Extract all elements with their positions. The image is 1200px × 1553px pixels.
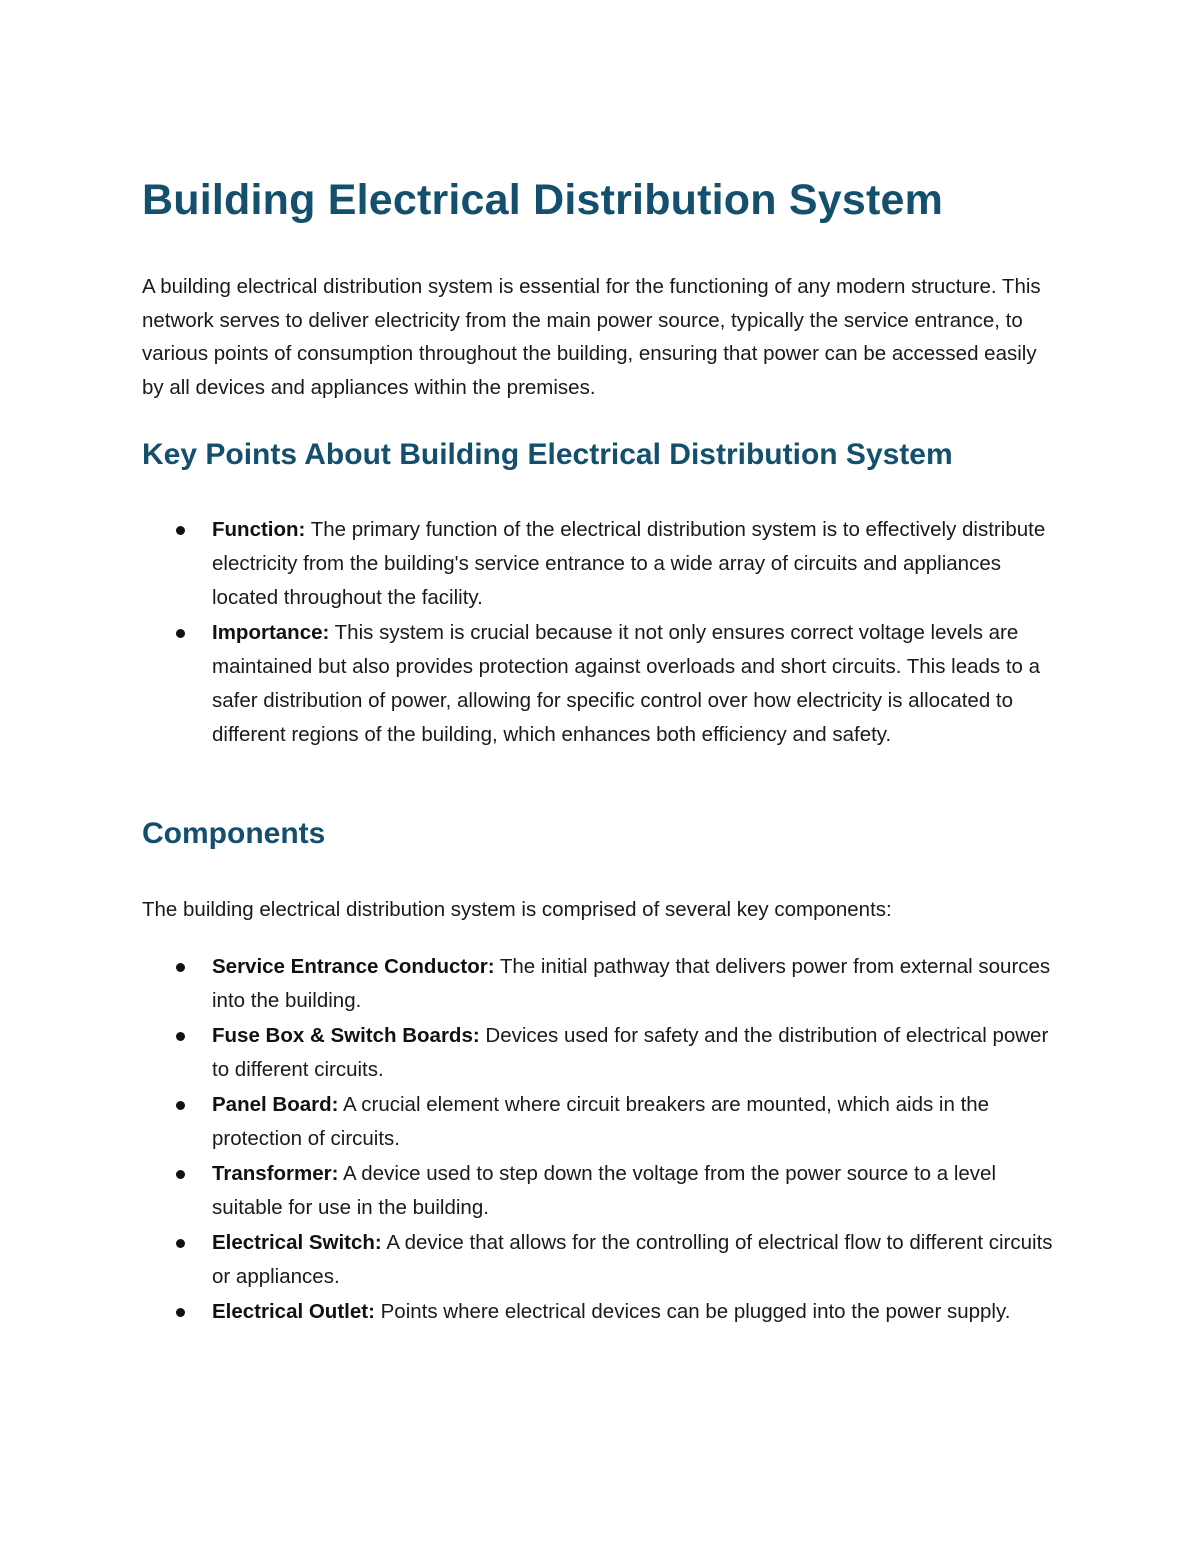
list-item (142, 1019, 1062, 1087)
bullet-icon (176, 629, 185, 638)
list-item-term: Transformer: (212, 1162, 339, 1185)
bullet-icon (176, 1170, 185, 1179)
intro-paragraph: A building electrical distribution system is essential for the functioning of any modern structure. This network serves to deliver electricity from the main power source, typically the service entrance, to various points of consumption throughout the building, ensuring that power can be accessed easily by all devices and appliances within the premises. (142, 275, 1041, 399)
bullet-icon (176, 526, 185, 535)
list-item-text: Points where electrical devices can be plugged into the power supply. (374, 1300, 1011, 1323)
key-points-list (142, 513, 1062, 753)
list-item-term: Panel Board: (212, 1093, 339, 1116)
components-heading: Components (142, 817, 326, 850)
list-item-text: This system is crucial because it not only ensures correct voltage levels are maintained but also provides protection against overloads and short circuits. This leads to a safer distribution of power, allowing for specific control over how electricity is allocated to different regions of the building, which enhances both efficiency and safety. (212, 621, 1041, 746)
list-item-text: The primary function of the electrical distribution system is to effectively distribute electricity from the building's service entrance to a wide array of circuits and appliances located throughout the facility. (212, 518, 1046, 609)
components-list (142, 950, 1062, 1330)
list-item (142, 1226, 1062, 1294)
list-item-term: Electrical Switch: (212, 1231, 382, 1254)
list-item (142, 1157, 1062, 1225)
bullet-icon (176, 1101, 185, 1110)
list-item-term: Importance: (212, 621, 330, 644)
list-item (142, 513, 1062, 615)
bullet-icon (176, 963, 185, 972)
list-item-text: A crucial element where circuit breakers are mounted, which aids in the protection of circuits. (212, 1093, 990, 1150)
list-item-term: Fuse Box & Switch Boards: (212, 1024, 480, 1047)
list-item-text: Devices used for safety and the distribution of electrical power to different circuits. (212, 1024, 1049, 1081)
components-intro: The building electrical distribution system is comprised of several key components: (142, 898, 892, 921)
list-item (142, 1295, 1062, 1329)
list-item-term: Electrical Outlet: (212, 1300, 375, 1323)
bullet-icon (176, 1032, 185, 1041)
list-item (142, 1088, 1062, 1156)
list-item (142, 616, 1062, 752)
list-item-text: A device that allows for the controlling of electrical flow to different circuits or appliances. (212, 1231, 1053, 1288)
list-item-term: Service Entrance Conductor: (212, 955, 495, 978)
key-points-heading: Key Points About Building Electrical Distribution System (142, 438, 953, 471)
list-item (142, 950, 1062, 1018)
list-item-term: Function: (212, 518, 306, 541)
list-item-text: The initial pathway that delivers power from external sources into the building. (212, 955, 1051, 1012)
bullet-icon (176, 1308, 185, 1317)
page-title: Building Electrical Distribution System (142, 176, 944, 224)
list-item-text: A device used to step down the voltage from the power source to a level suitable for use in the building. (212, 1162, 997, 1219)
bullet-icon (176, 1239, 185, 1248)
